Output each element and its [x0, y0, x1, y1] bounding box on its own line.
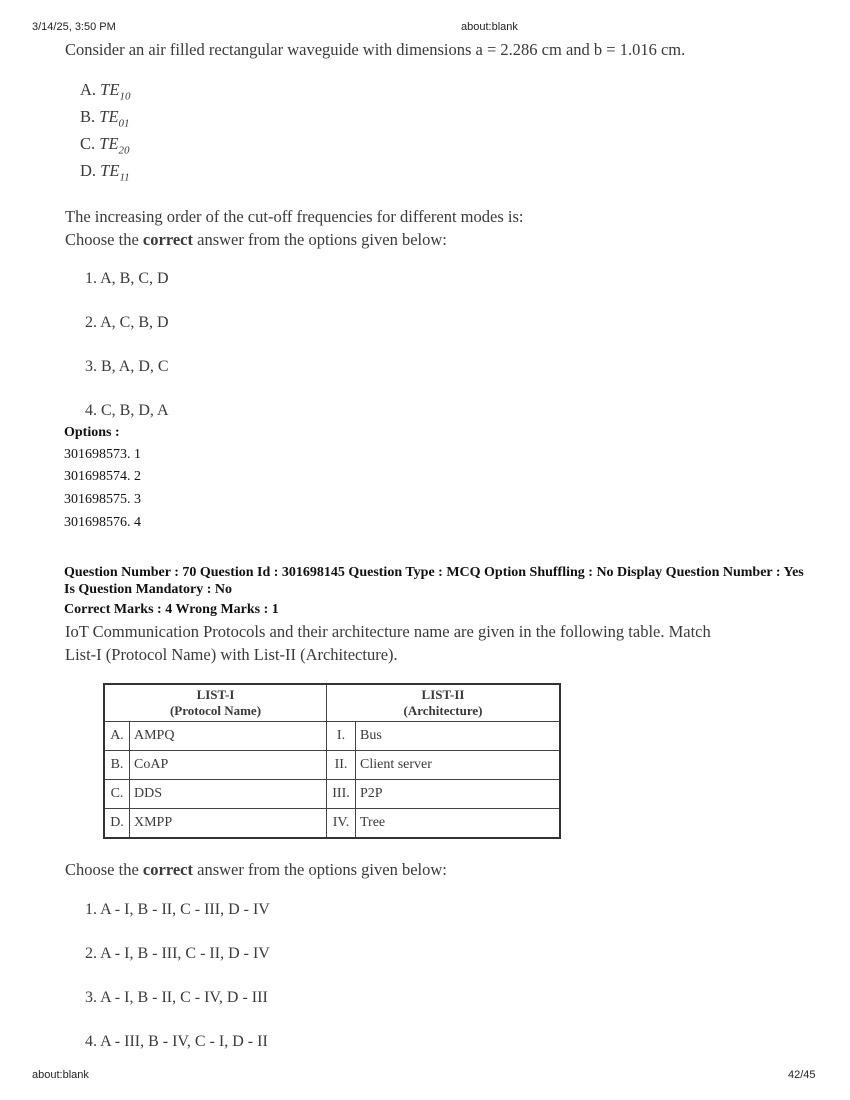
page-number: 42/45	[788, 1069, 816, 1081]
q70-meta: Question Number : 70 Question Id : 301698145 Question Type : MCQ Option Shuffling : No Display Question Number : Yes Is Question Mandatory : No	[64, 565, 804, 597]
option-id-1: 301698573. 1	[64, 447, 141, 462]
q69-choice-3: 3. B, A, D, C	[85, 358, 169, 375]
choose-bold: correct	[142, 860, 193, 879]
protocol-name: AMPQ	[130, 722, 327, 751]
q69-choice-2: 2. A, C, B, D	[85, 314, 169, 331]
table-row	[104, 780, 560, 809]
protocol-name: DDS	[130, 780, 327, 809]
protocol-name: XMPP	[130, 809, 327, 839]
q69-mode-c	[80, 134, 130, 156]
choose-post: answer from the options given below:	[193, 230, 447, 249]
mode-base: TE	[99, 107, 119, 126]
row-roman: IV.	[327, 809, 356, 839]
q70-marks: Correct Marks : 4 Wrong Marks : 1	[64, 602, 279, 617]
option-id-3: 301698575. 3	[64, 492, 141, 507]
mode-base: TE	[100, 80, 120, 99]
architecture-name: Tree	[356, 809, 561, 839]
mode-letter: C.	[80, 134, 96, 153]
mode-sub: 01	[118, 117, 130, 130]
mode-sub: 20	[118, 144, 130, 157]
row-letter: A.	[104, 722, 130, 751]
q69-mode-b	[80, 107, 130, 129]
q69-choice-4: 4. C, B, D, A	[85, 402, 169, 419]
print-datetime: 3/14/25, 3:50 PM	[32, 21, 116, 33]
q70-choice-2: 2. A - I, B - III, C - II, D - IV	[85, 945, 270, 962]
mode-sub: 10	[119, 90, 131, 103]
options-label: Options :	[64, 425, 120, 440]
choose-pre: Choose the	[65, 230, 143, 249]
mode-base: TE	[100, 161, 120, 180]
q70-stem-line2: List-I (Protocol Name) with List-II (Architecture).	[65, 645, 398, 664]
list2-header	[327, 684, 561, 722]
table-row	[104, 751, 560, 780]
q70-choose-instruction	[65, 860, 447, 880]
architecture-name: P2P	[356, 780, 561, 809]
option-id-4: 301698576. 4	[64, 515, 141, 530]
q70-choice-3: 3. A - I, B - II, C - IV, D - III	[85, 989, 268, 1006]
match-table	[103, 683, 561, 839]
table-header-row	[104, 684, 560, 722]
choose-post: answer from the options given below:	[193, 860, 447, 879]
mode-letter: D.	[80, 161, 97, 180]
row-letter: B.	[104, 751, 130, 780]
row-letter: C.	[104, 780, 130, 809]
option-id-2: 301698574. 2	[64, 469, 141, 484]
q69-choose-instruction	[65, 230, 447, 250]
row-roman: III.	[327, 780, 356, 809]
list2-sub: (Architecture)	[403, 703, 483, 718]
list1-sub: (Protocol Name)	[169, 703, 262, 718]
q69-choice-1: 1. A, B, C, D	[85, 270, 169, 287]
protocol-name: CoAP	[130, 751, 327, 780]
architecture-name: Bus	[356, 722, 561, 751]
choose-bold: correct	[142, 230, 193, 249]
table-row	[104, 809, 560, 839]
print-url: about:blank	[32, 1069, 89, 1081]
print-title: about:blank	[461, 21, 518, 33]
mode-base: TE	[99, 134, 119, 153]
mode-sub: 11	[119, 171, 130, 184]
choose-pre: Choose the	[65, 860, 143, 879]
table-row	[104, 722, 560, 751]
row-roman: I.	[327, 722, 356, 751]
q70-stem-line1: IoT Communication Protocols and their architecture name are given in the following table. Match	[65, 622, 711, 641]
list1-header	[104, 684, 327, 722]
q70-choice-4: 4. A - III, B - IV, C - I, D - II	[85, 1033, 268, 1050]
row-letter: D.	[104, 809, 130, 839]
architecture-name: Client server	[356, 751, 561, 780]
row-roman: II.	[327, 751, 356, 780]
mode-letter: B.	[80, 107, 96, 126]
q69-prompt: The increasing order of the cut-off frequencies for different modes is:	[65, 207, 524, 226]
q69-mode-d	[80, 161, 130, 183]
q69-mode-a	[80, 80, 130, 102]
mode-letter: A.	[80, 80, 97, 99]
q70-choice-1: 1. A - I, B - II, C - III, D - IV	[85, 901, 270, 918]
list1-title: LIST-I	[196, 687, 235, 702]
list2-title: LIST-II	[421, 687, 465, 702]
q69-stem: Consider an air filled rectangular waveguide with dimensions a = 2.286 cm and b = 1.016 cm.	[65, 40, 686, 59]
